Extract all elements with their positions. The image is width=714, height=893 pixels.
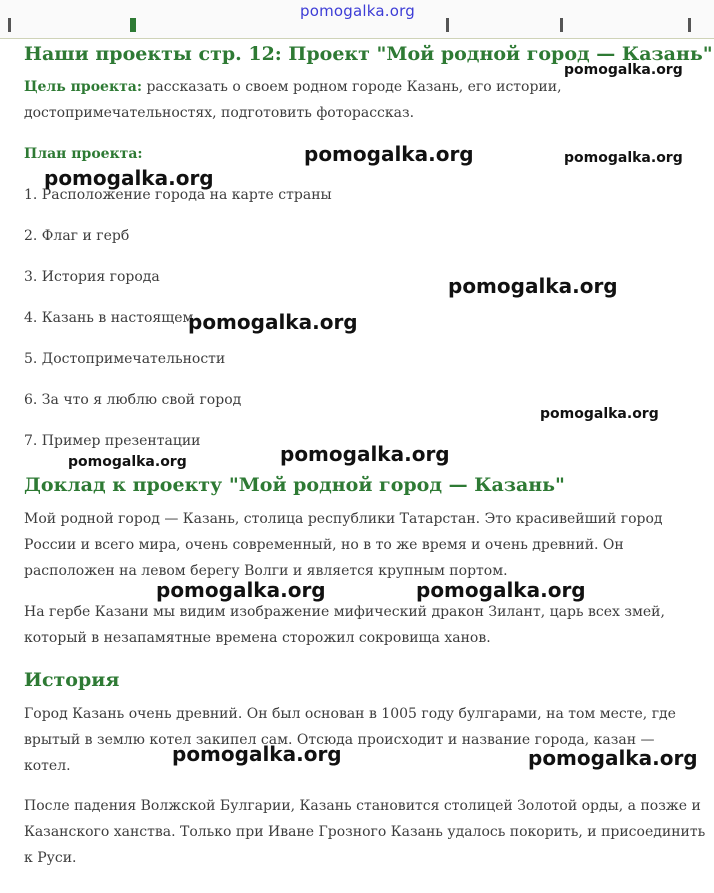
watermark: pomogalka.org <box>68 454 187 470</box>
watermark: pomogalka.org <box>172 742 342 766</box>
history-heading: История <box>24 669 120 691</box>
watermark: pomogalka.org <box>564 62 683 78</box>
text-line: врытый в землю котел закипел сам. Отсюда происходит и название города, казан — <box>24 732 655 748</box>
text-line: Город Казань очень древний. Он был основан в 1005 году булгарами, на том месте, где <box>24 706 676 722</box>
watermark: pomogalka.org <box>528 746 698 770</box>
cut-glyph <box>446 18 449 32</box>
plan-label: План проекта: <box>24 146 143 162</box>
plan-item: 2. Флаг и герб <box>24 228 130 244</box>
text-line: расположен на левом берегу Волги и является крупным портом. <box>24 563 508 579</box>
report-paragraph <box>24 506 663 584</box>
plan-item: 3. История города <box>24 269 160 285</box>
cut-glyph <box>8 18 11 32</box>
watermark: pomogalka.org <box>540 406 659 422</box>
text-line: России и всего мира, очень современный, но в то же время и очень древний. Он <box>24 537 624 553</box>
text-line: к Руси. <box>24 850 77 866</box>
text-line: После падения Волжской Булгарии, Казань становится столицей Золотой орды, а позже и <box>24 798 701 814</box>
plan-item: 7. Пример презентации <box>24 433 201 449</box>
cut-glyph <box>130 18 136 32</box>
plan-item: 5. Достопримечательности <box>24 351 226 367</box>
page-title: Наши проекты стр. 12: Проект "Мой родной город — Казань" <box>24 43 713 65</box>
text-line: Казанского ханства. Только при Иване Грозного Казань удалось покорить, и присоединить <box>24 824 706 840</box>
watermark: pomogalka.org <box>448 274 618 298</box>
watermark: pomogalka.org <box>156 578 326 602</box>
goal-text: достопримечательностях, подготовить фоторассказ. <box>24 105 415 121</box>
goal-paragraph <box>24 74 562 126</box>
site-label[interactable]: pomogalka.org <box>300 2 415 20</box>
cut-glyph <box>688 18 691 32</box>
plan-item: 6. За что я люблю свой город <box>24 392 242 408</box>
text-line: Мой родной город — Казань, столица республики Татарстан. Это красивейший город <box>24 511 663 527</box>
goal-text: рассказать о своем родном городе Казань, его истории, <box>142 79 562 95</box>
text-line: который в незапамятные времена сторожил сокровища ханов. <box>24 630 491 646</box>
cut-glyph <box>560 18 563 32</box>
watermark: pomogalka.org <box>280 442 450 466</box>
report-paragraph <box>24 599 665 651</box>
watermark: pomogalka.org <box>188 310 358 334</box>
watermark: pomogalka.org <box>564 150 683 166</box>
goal-label: Цель проекта: <box>24 79 142 95</box>
report-heading: Доклад к проекту "Мой родной город — Казань" <box>24 474 565 496</box>
plan-item: 4. Казань в настоящем <box>24 310 194 326</box>
text-line: На гербе Казани мы видим изображение мифический дракон Зилант, царь всех змей, <box>24 604 665 620</box>
watermark: pomogalka.org <box>304 142 474 166</box>
top-strip <box>0 0 714 39</box>
watermark: pomogalka.org <box>416 578 586 602</box>
plan-item: 1. Расположение города на карте страны <box>24 187 332 203</box>
history-paragraph <box>24 793 705 871</box>
text-line: котел. <box>24 758 71 774</box>
watermark: pomogalka.org <box>44 166 214 190</box>
